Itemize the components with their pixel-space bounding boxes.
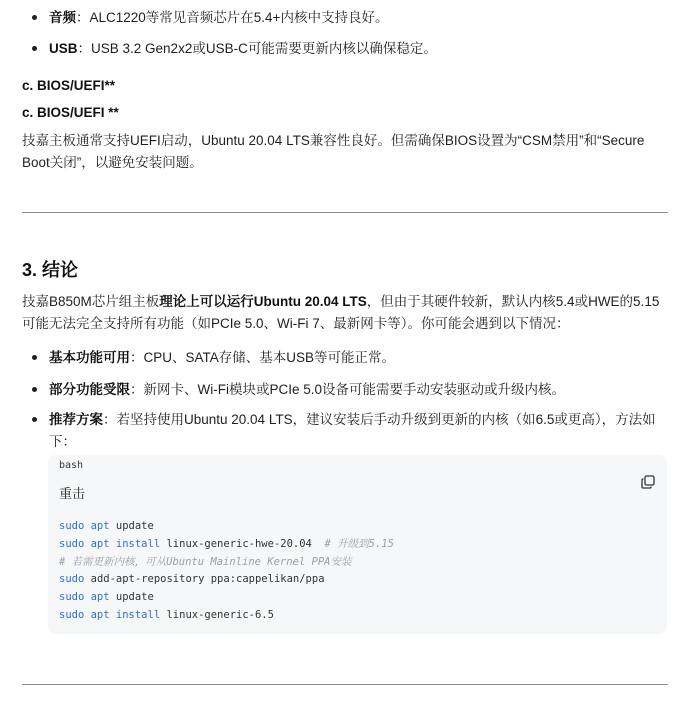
- code-language-label: bash: [59, 460, 84, 471]
- list-item-colon: ：: [130, 350, 144, 365]
- code-text: linux-generic-hwe-20.04: [160, 537, 325, 550]
- list-item-colon: ：: [76, 10, 90, 25]
- list-item-label: 基本功能可用: [49, 350, 130, 365]
- list-item-label: USB: [49, 41, 78, 56]
- conclusion-list: [0, 347, 677, 453]
- code-content[interactable]: [59, 518, 394, 625]
- code-text: update: [109, 520, 154, 532]
- code-line: [59, 589, 394, 607]
- intro-text: 技嘉B850M芯片组主板: [22, 294, 160, 309]
- bullet: [32, 46, 37, 51]
- list-item-label: 部分功能受限: [49, 382, 130, 397]
- code-line: [59, 571, 394, 589]
- bios-heading: c. BIOS/UEFI**: [22, 78, 116, 93]
- code-comment: # 若需更新内核，可从Ubuntu Mainline Kernel PPA安装: [59, 555, 352, 568]
- list-item-recommended: [0, 409, 677, 453]
- list-item-colon: ：: [77, 41, 92, 56]
- code-keyword: sudo apt install: [59, 608, 161, 621]
- list-item-text: 新网卡、Wi-Fi模块或PCIe 5.0设备可能需要手动安装驱动或升级内核。: [143, 382, 566, 397]
- list-item-colon: ：: [103, 412, 117, 427]
- code-keyword: sudo apt: [59, 520, 110, 532]
- divider: [22, 684, 668, 685]
- code-text: linux-generic-6.5: [160, 608, 274, 621]
- code-comment: # 升级到5.15: [324, 537, 394, 550]
- code-line: [59, 554, 394, 572]
- code-line: [59, 607, 394, 625]
- bullet: [32, 15, 37, 20]
- list-item-limited: [0, 379, 677, 409]
- code-keyword: sudo: [59, 573, 85, 586]
- list-item-text: 若坚持使用Ubuntu 20.04 LTS，建议安装后手动升级到更新的内核（如6.5或更高），方法如下：: [49, 412, 656, 449]
- code-text: update: [109, 591, 154, 604]
- list-item-colon: ：: [130, 382, 144, 397]
- copy-icon[interactable]: [641, 475, 655, 489]
- list-item-usb: [0, 38, 677, 60]
- code-line: [59, 536, 394, 554]
- code-keyword: sudo apt install: [59, 537, 161, 550]
- code-text: add-apt-repository ppa:cappelikan/ppa: [84, 573, 325, 586]
- conclusion-heading: 3. 结论: [22, 260, 79, 280]
- list-item-label: 音频: [49, 10, 76, 25]
- conclusion-intro: [22, 291, 662, 335]
- bullet: [32, 417, 37, 422]
- divider: [22, 212, 668, 213]
- list-item-label: 推荐方案: [49, 412, 103, 427]
- list-item-text: CPU、SATA存储、基本USB等可能正常。: [143, 350, 396, 365]
- hardware-list: [0, 7, 677, 60]
- bullet: [32, 355, 37, 360]
- code-keyword: sudo apt: [59, 591, 110, 604]
- code-block: [48, 455, 667, 634]
- list-item-basic: [0, 347, 677, 379]
- code-rerun-label: 重击: [59, 486, 86, 501]
- list-item-text: USB 3.2 Gen2x2或USB-C可能需要更新内核以确保稳定。: [91, 41, 437, 56]
- bullet: [32, 387, 37, 392]
- list-item-audio: [0, 7, 677, 38]
- bios-paragraph: 技嘉主板通常支持UEFI启动，Ubuntu 20.04 LTS兼容性良好。但需确保BIOS设置为“CSM禁用”和“Secure Boot关闭”，以避免安装问题。: [22, 133, 645, 170]
- list-item-text: ALC1220等常见音频芯片在5.4+内核中支持良好。: [89, 10, 389, 25]
- intro-bold: 理论上可以运行Ubuntu 20.04 LTS: [159, 294, 367, 309]
- bios-heading-repeat: c. BIOS/UEFI **: [22, 105, 119, 120]
- intro-text-rest: ，但由于其硬件较新，默认内核5.4或HWE的5.15可能无法完全支持所有功能（如PCIe 5.0、Wi-Fi 7、最新网卡等）。你可能会遇到以下情况：: [22, 294, 660, 331]
- code-line: [59, 518, 394, 536]
